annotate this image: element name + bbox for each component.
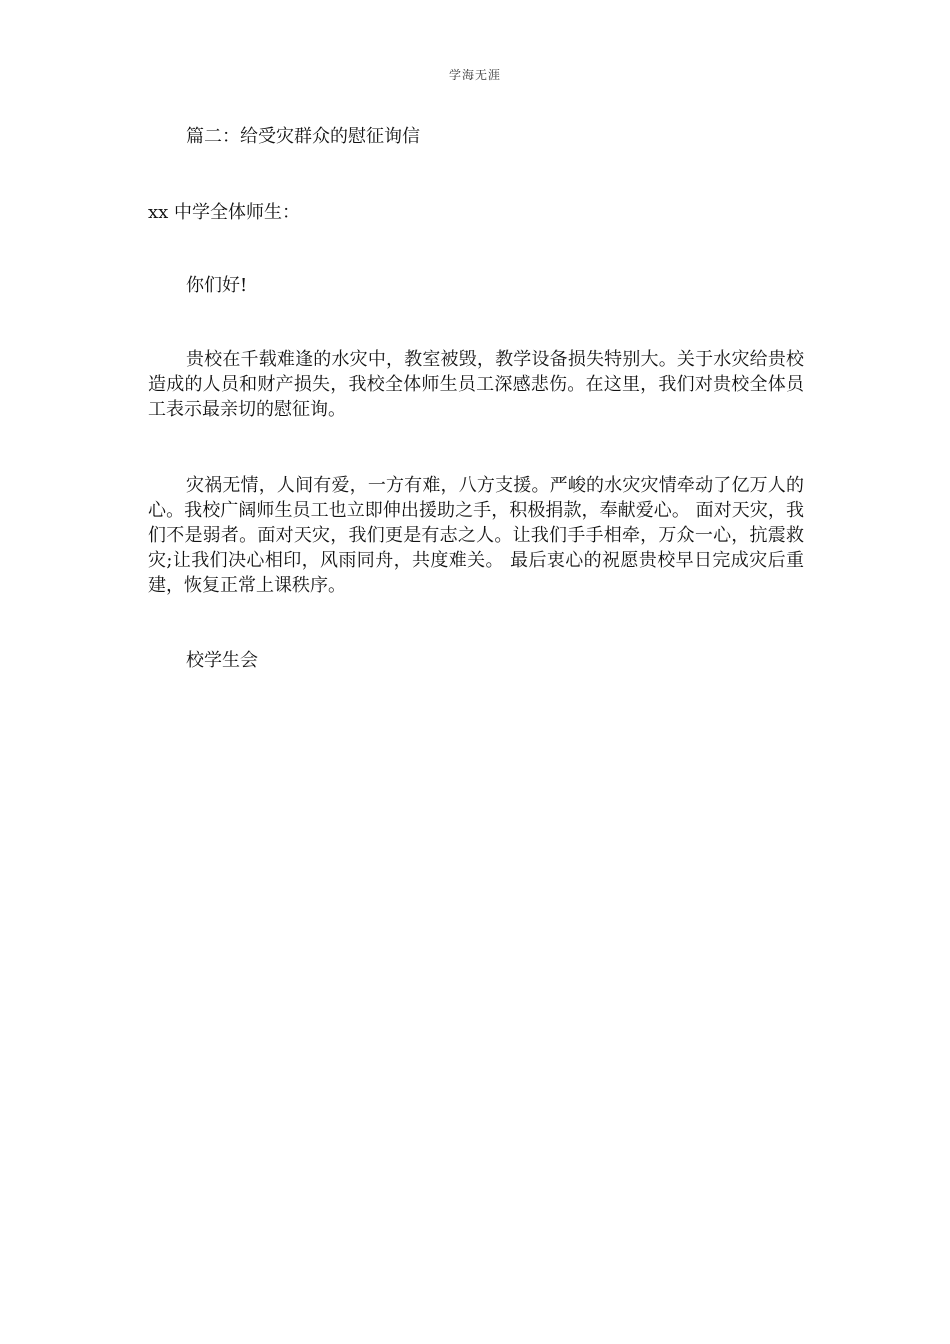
page-header: 学海无涯 xyxy=(448,68,501,82)
letter-greeting: 你们好! xyxy=(186,275,248,296)
letter-paragraph-1: 贵校在千载难逢的水灾中，教室被毁，教学设备损失特别大。关于水灾给贵校造成的人员和财产损失，我校全体师生员工深感悲伤。在这里，我们对贵校全体员工表示最亲切的慰征询。 xyxy=(148,349,804,420)
letter-title: 篇二：给受灾群众的慰征询信 xyxy=(186,126,420,147)
letter-signature: 校学生会 xyxy=(186,650,258,671)
letter-salutation: xx 中学全体师生： xyxy=(148,202,301,223)
letter-paragraph-2: 灾祸无情，人间有爱，一方有难，八方支援。严峻的水灾灾情牵动了亿万人的心。我校广阔师生员工也立即伸出援助之手，积极捐款，奉献爱心。 面对天灾，我们不是弱者。面对天灾，我们更是有志之人。让我们手手相牵，万众一心，抗震救灾;让我们决心相印，风雨同舟，共度难关。 最后衷心的祝愿贵校早日完成灾后重建，恢复正常上课秩序。 xyxy=(148,475,804,596)
